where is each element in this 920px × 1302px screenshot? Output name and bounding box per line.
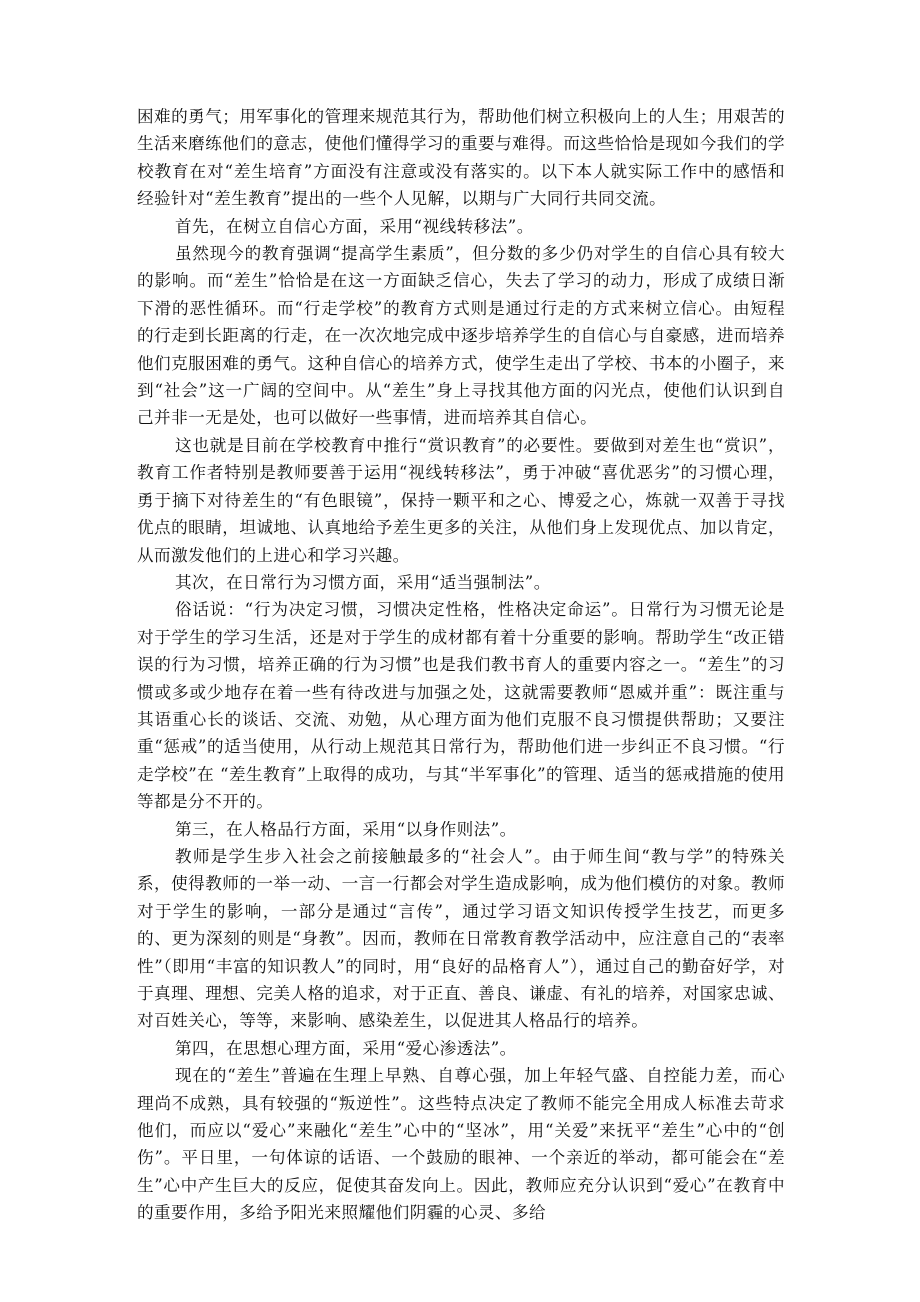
paragraph-intro-continued: 困难的勇气；用军事化的管理来规范其行为，帮助他们树立积极向上的人生；用艰苦的生活来磨练他们的意志，使他们懂得学习的重要与难得。而这些恰恰是现如今我们的学校教育在对“差生培育”方面没有注意或没有落实的。以下本人就实际工作中的感悟和经验针对“差生教育”提出的一些个人见解，以期与广大同行共同交流。 — [137, 107, 785, 209]
paragraph-role-model: 教师是学生步入社会之前接触最多的“社会人”。由于师生间“教与学”的特殊关系，使得教师的一举一动、一言一行都会对学生造成影响，成为他们模仿的对象。教师对于学生的影响，一部分是通过“言传”，通过学习语文知识传授学生技艺，而更多的、更为深刻的则是“身教”。因而，教师在日常教育教学活动中，应注意自己的“表率性”（即用“丰富的知识教人”的同时，用“良好的品格育人”），通过自己的勤奋好学，对于真理、理想、完美人格的追求，对于正直、善良、谦虚、有礼的培养，对国家忠诚、对百姓关心，等等，来影响、感染差生，以促进其人格品行的培养。 — [137, 846, 785, 1031]
paragraph-behavior-habits: 俗话说：“行为决定习惯，习惯决定性格，性格决定命运”。日常行为习惯无论是对于学生的学习生活，还是对于学生的成材都有着十分重要的影响。帮助学生“改正错误的行为习惯，培养正确的行为习惯”也是我们教书育人的重要内容之一。“差生”的习惯或多或少地存在着一些有待改进与加强之处，这就需要教师“恩威并重”：既注重与其语重心长的谈话、交流、劝勉，从心理方面为他们克服不良习惯提供帮助；又要注重“惩戒”的适当使用，从行动上规范其日常行为，帮助他们进一步纠正不良习惯。“行走学校”在 “差生教育”上取得的成功，与其“半军事化”的管理、适当的惩戒措施的使用等都是分不开的。 — [137, 600, 785, 812]
document-body — [137, 103, 785, 1227]
paragraph-confidence: 虽然现今的教育强调“提高学生素质”，但分数的多少仍对学生的自信心具有较大的影响。而“差生”恰恰是在这一方面缺乏信心，失去了学习的动力，形成了成绩日渐下滑的恶性循环。而“行走学校”的教育方式则是通过行走的方式来树立信心。由短程的行走到长距离的行走，在一次次地完成中逐步培养学生的自信心与自豪感，进而培养他们克服困难的勇气。这种自信心的培养方式，使学生走出了学校、书本的小圈子，来到“社会”这一广阔的空间中。从“差生”身上寻找其他方面的闪光点，使他们认识到自己并非一无是处，也可以做好一些事情，进而培养其自信心。 — [137, 244, 785, 428]
heading-third-method: 第三，在人格品行方面，采用“以身作则法”。 — [175, 819, 517, 839]
heading-fourth-method: 第四，在思想心理方面，采用“爱心渗透法”。 — [175, 1038, 517, 1058]
paragraph-appreciation-education: 这也就是目前在学校教育中推行“赏识教育”的必要性。要做到对差生也“赏识”，教育工作者特别是教师要善于运用“视线转移法”，勇于冲破“喜优恶劣”的习惯心理，勇于摘下对待差生的“有色眼镜”，保持一颗平和之心、博爱之心，炼就一双善于寻找优点的眼睛，坦诚地、认真地给予差生更多的关注，从他们身上发现优点、加以肯定，从而激发他们的上进心和学习兴趣。 — [137, 435, 785, 565]
paragraph-love-penetration: 现在的“差生”普遍在生理上早熟、自尊心强，加上年轻气盛、自控能力差，而心理尚不成熟，具有较强的“叛逆性”。这些特点决定了教师不能完全用成人标准去苛求他们，而应以“爱心”来融化“差生”心中的“坚冰”，用“关爱”来抚平“差生”心中的“创伤”。平日里，一句体谅的话语、一个鼓励的眼神、一个亲近的举动，都可能会在“差生”心中产生巨大的反应，促使其奋发向上。因此，教师应充分认识到“爱心”在教育中的重要作用，多给予阳光来照耀他们阴霾的心灵、多给 — [137, 1066, 785, 1223]
heading-second-method: 其次，在日常行为习惯方面，采用“适当强制法”。 — [175, 572, 551, 592]
heading-first-method: 首先，在树立自信心方面，采用“视线转移法”。 — [175, 216, 534, 236]
